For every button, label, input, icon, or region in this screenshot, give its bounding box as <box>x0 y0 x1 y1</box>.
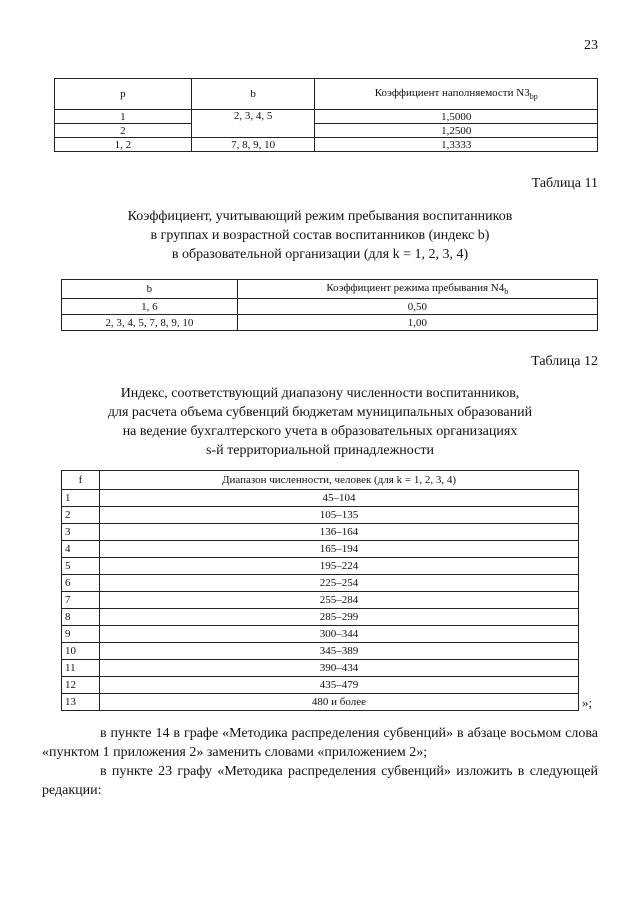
cell-value: 1,2500 <box>315 124 598 138</box>
cell-range: 105–135 <box>99 507 578 524</box>
cell-f: 1 <box>62 490 100 507</box>
table-row <box>62 524 579 541</box>
title-line: в образовательной организации (для k = 1, 2, 3, 4) <box>171 247 469 262</box>
table-enrollment-range <box>61 470 579 711</box>
table-row <box>62 660 579 677</box>
cell-f: 13 <box>62 694 100 711</box>
table-row <box>62 558 579 575</box>
cell-f: 3 <box>62 524 100 541</box>
table-header-row <box>62 471 579 490</box>
cell-f: 12 <box>62 677 100 694</box>
cell-f: 8 <box>62 609 100 626</box>
cell-b: 7, 8, 9, 10 <box>191 138 315 152</box>
table-row <box>62 694 579 711</box>
cell-range: 195–224 <box>99 558 578 575</box>
cell-value: 1,5000 <box>315 110 598 124</box>
header-range: Диапазон численности, человек (для k = 1, 2, 3, 4) <box>99 471 578 490</box>
paragraph-2: в пункте 23 графу «Методика распределения субвенций» изложить в следующей редакции: <box>42 764 598 798</box>
table-12-title <box>0 384 640 460</box>
closing-quote-mark: »; <box>582 695 593 710</box>
cell-range: 390–434 <box>99 660 578 677</box>
cell-p: 1, 2 <box>55 138 192 152</box>
table-row <box>62 592 579 609</box>
table-row <box>62 643 579 660</box>
cell-range: 285–299 <box>99 609 578 626</box>
table-row <box>55 110 598 124</box>
table-row <box>62 490 579 507</box>
title-line: Коэффициент, учитывающий режим пребывания воспитанников <box>127 209 513 224</box>
cell-value: 0,50 <box>237 299 597 315</box>
table-row <box>62 541 579 558</box>
title-line: для расчета объема субвенций бюджетам муниципальных образований <box>107 405 533 420</box>
header-p: p <box>55 79 192 110</box>
cell-b: 1, 6 <box>62 299 238 315</box>
table-stay-mode-coefficient <box>61 279 598 331</box>
title-line: на ведение бухгалтерского учета в образовательных организациях <box>122 424 518 439</box>
header-b: b <box>191 79 315 110</box>
table-11-caption: Таблица 11 <box>531 176 598 191</box>
cell-range: 435–479 <box>99 677 578 694</box>
table-row <box>55 124 598 138</box>
table-occupancy-coefficient <box>54 78 598 152</box>
cell-f: 2 <box>62 507 100 524</box>
cell-f: 10 <box>62 643 100 660</box>
cell-p: 1 <box>55 110 192 124</box>
cell-b: 2, 3, 4, 5, 7, 8, 9, 10 <box>62 315 238 331</box>
header-b: b <box>62 280 238 299</box>
title-line: Индекс, соответствующий диапазону численности воспитанников, <box>120 386 520 401</box>
cell-f: 7 <box>62 592 100 609</box>
cell-f: 9 <box>62 626 100 643</box>
page-number: 23 <box>584 38 598 53</box>
cell-range: 165–194 <box>99 541 578 558</box>
paragraph-1: в пункте 14 в графе «Методика распределения субвенций» в абзаце восьмом слова «пунктом 1 приложения 2» заменить словами «приложением 2»; <box>42 726 598 760</box>
table-row <box>62 299 598 315</box>
table-row <box>55 138 598 152</box>
cell-range: 345–389 <box>99 643 578 660</box>
table-row <box>62 677 579 694</box>
cell-f: 4 <box>62 541 100 558</box>
header-occupancy-coef: Коэффициент наполняемости $N3_{bp}$ <box>315 79 598 110</box>
table-11-title <box>0 207 640 264</box>
cell-range: 255–284 <box>99 592 578 609</box>
table-row <box>62 575 579 592</box>
cell-range: 225–254 <box>99 575 578 592</box>
title-line: s-й территориальной принадлежности <box>206 443 434 458</box>
cell-p: 2 <box>55 124 192 138</box>
table-row <box>62 507 579 524</box>
cell-value: 1,3333 <box>315 138 598 152</box>
cell-b: 2, 3, 4, 5 <box>191 110 315 138</box>
cell-range: 136–164 <box>99 524 578 541</box>
cell-f: 11 <box>62 660 100 677</box>
cell-range: 480 и более <box>99 694 578 711</box>
cell-range: 300–344 <box>99 626 578 643</box>
table-row <box>62 609 579 626</box>
table-row <box>62 315 598 331</box>
table-12-caption: Таблица 12 <box>531 354 598 369</box>
cell-f: 6 <box>62 575 100 592</box>
header-stay-coef: Коэффициент режима пребывания $N4_b$ <box>237 280 597 299</box>
cell-value: 1,00 <box>237 315 597 331</box>
header-f: f <box>62 471 100 490</box>
title-line: в группах и возрастной состав воспитанников (индекс b) <box>150 228 490 243</box>
table-header-row <box>55 79 598 110</box>
table-row <box>62 626 579 643</box>
table-header-row <box>62 280 598 299</box>
cell-f: 5 <box>62 558 100 575</box>
cell-range: 45–104 <box>99 490 578 507</box>
